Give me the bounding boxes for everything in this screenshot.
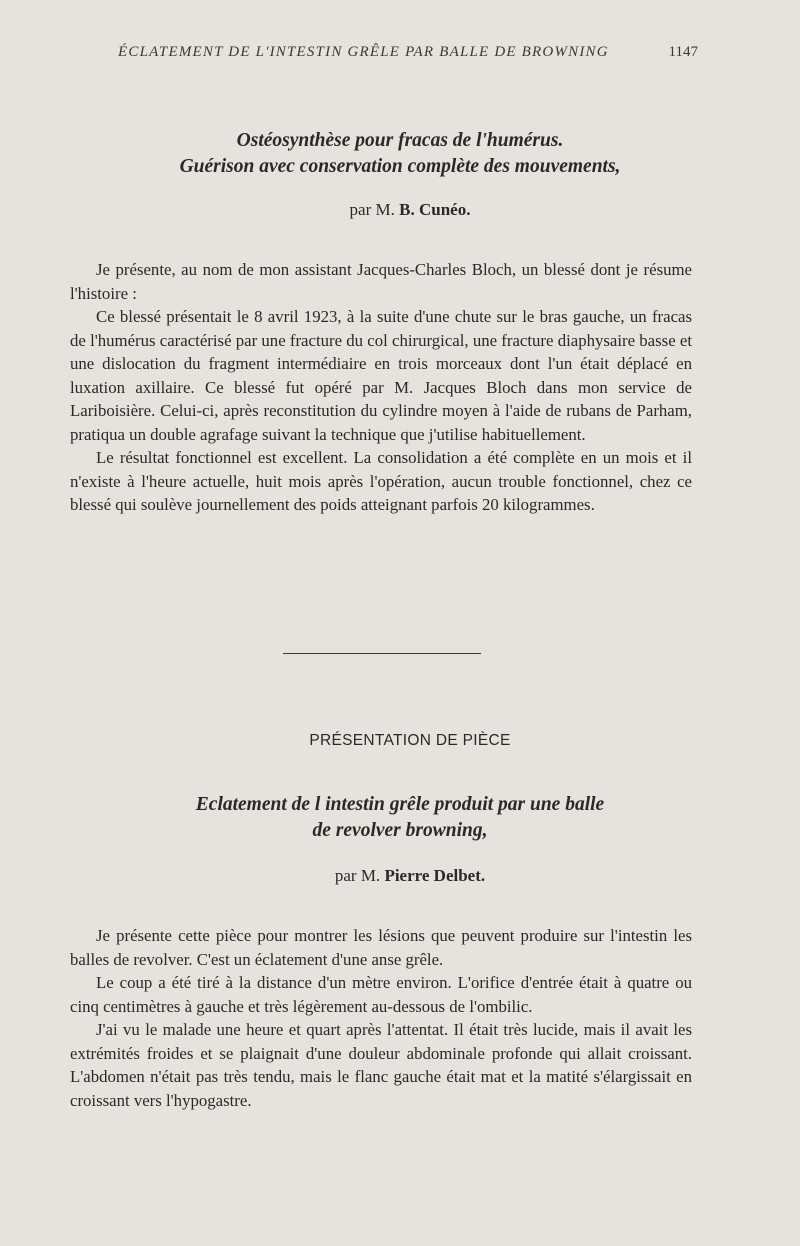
article1-title-line1: Ostéosynthèse pour fracas de l'humérus. <box>236 130 564 151</box>
article1-byline <box>60 200 760 220</box>
page-number: 1147 <box>668 44 698 60</box>
section-divider <box>283 653 481 654</box>
article1-paragraph-3: Le résultat fonctionnel est excellent. La consolidation a été complète en un mois et il n'existe à l'heure actuelle, huit mois après l'opération, aucun trouble fonctionnel, chez ce blessé qui soulève journellement des poids atteignant parfois 20 kilogrammes. <box>70 448 692 514</box>
article1-author: B. Cunéo. <box>399 200 471 219</box>
article1-byline-prefix: par M. <box>349 200 395 219</box>
article2-title-line1: Eclatement de l intestin grêle produit par une balle <box>195 794 605 815</box>
article2-paragraph-3: J'ai vu le malade une heure et quart après l'attentat. Il était très lucide, mais il avait les extrémités froides et se plaignait d'une douleur abdominale profonde qui allait croissant. L'abdomen n'était pas très tendu, mais le flanc gauche était mat et la matité s'élargissait en croissant vers l'hypogastre. <box>70 1020 692 1110</box>
article1-paragraph-1: Je présente, au nom de mon assistant Jacques-Charles Bloch, un blessé dont je résume l'histoire : <box>70 260 692 303</box>
article1-paragraph-2: Ce blessé présentait le 8 avril 1923, à la suite d'une chute sur le bras gauche, un fracas de l'humérus caractérisé par une fracture du col chirurgical, une fracture diaphysaire basse et une dislocation du fragment intermédiaire en trois morceaux dont l'un était déplacé en luxation axillaire. Ce blessé fut opéré par M. Jacques Bloch dans mon service de Lariboisière. Celui-ci, après reconstitution du cylindre moyen à l'aide de rubans de Parham, pratiqua un double agrafage suivant la technique que j'utilise habituellement. <box>70 307 692 444</box>
article2-author: Pierre Delbet. <box>384 866 486 885</box>
article2-byline <box>60 866 760 886</box>
running-head <box>118 44 698 61</box>
article1-title <box>60 128 740 180</box>
article2-paragraph-2: Le coup a été tiré à la distance d'un mètre environ. L'orifice d'entrée était à quatre ou cinq centimètres à gauche et très légèrement au-dessous de l'ombilic. <box>70 973 692 1016</box>
article2-title <box>60 792 740 844</box>
article1-body <box>70 258 692 517</box>
article2-body <box>70 924 692 1112</box>
article2-paragraph-1: Je présente cette pièce pour montrer les lésions que peuvent produire sur l'intestin les balles de revolver. C'est un éclatement d'une anse grêle. <box>70 926 692 969</box>
article1-title-line2: Guérison avec conservation complète des mouvements, <box>179 156 621 177</box>
article2-title-line2: de revolver browning, <box>312 820 488 841</box>
section-heading: PRÉSENTATION DE PIÈCE <box>309 732 511 749</box>
running-head-text: ÉCLATEMENT DE L'INTESTIN GRÊLE PAR BALLE DE BROWNING <box>118 44 609 60</box>
article2-byline-prefix: par M. <box>334 866 381 885</box>
